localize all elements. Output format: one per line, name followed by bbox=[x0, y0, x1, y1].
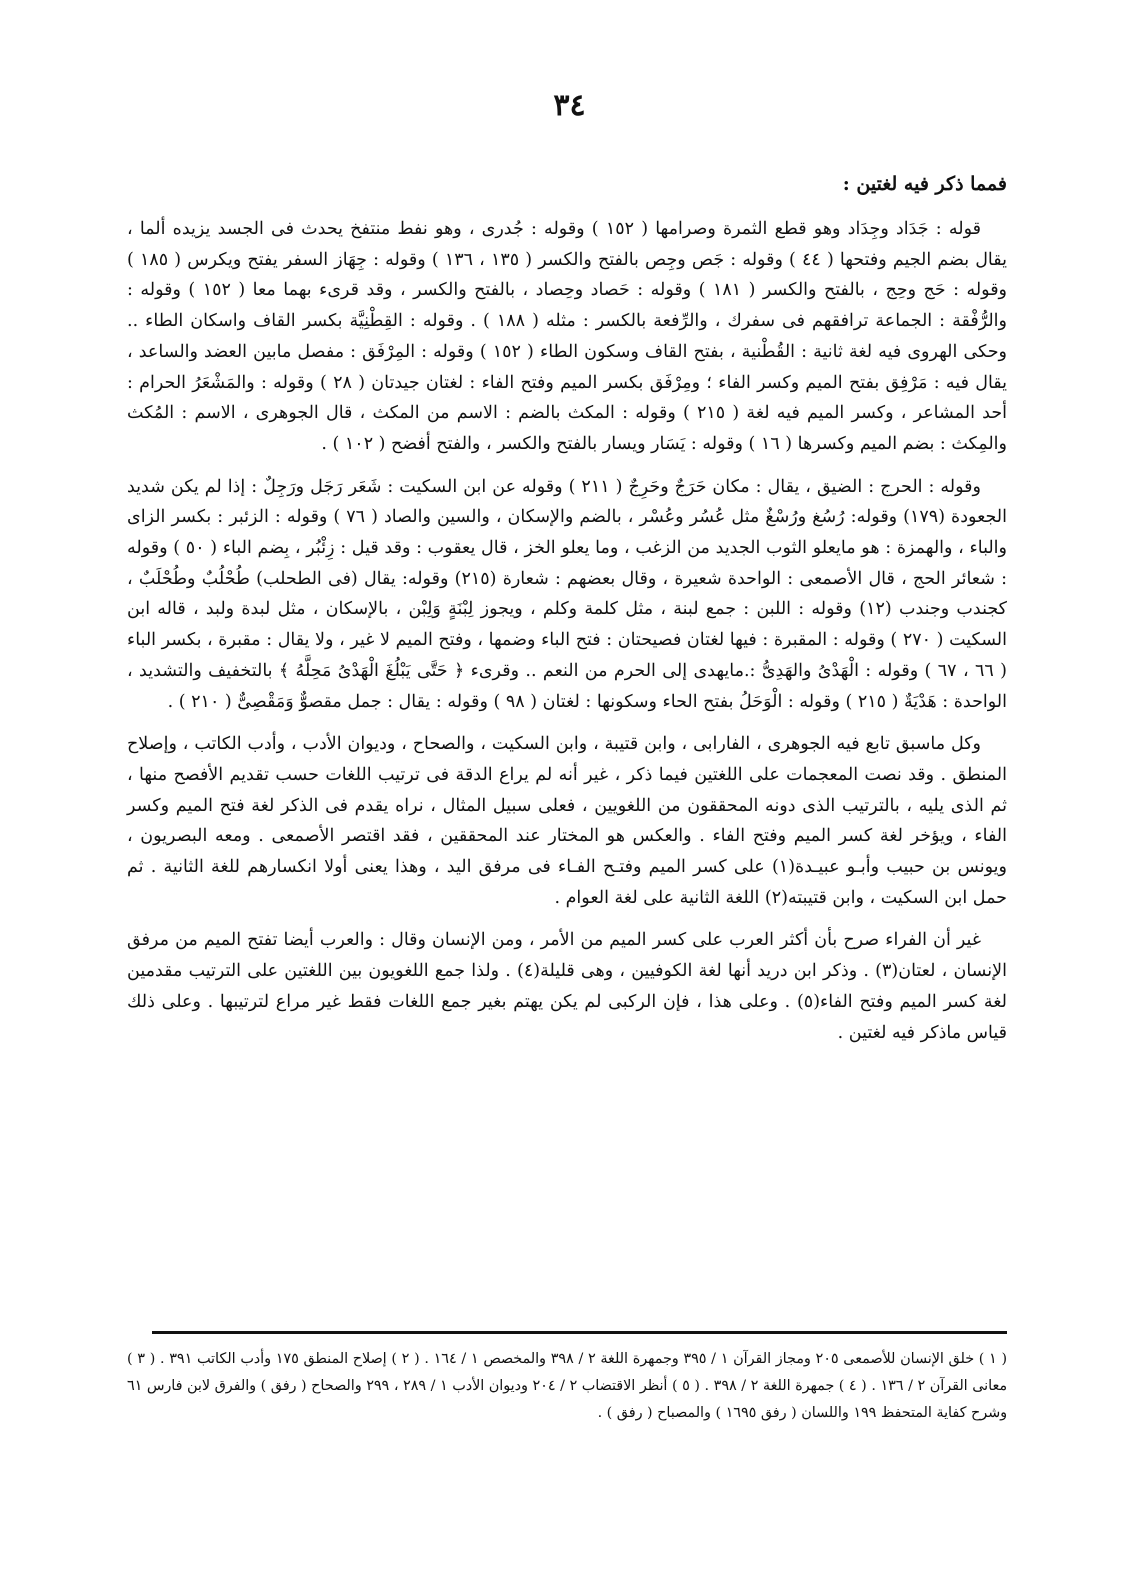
footnotes bbox=[127, 1346, 1007, 1427]
footnote-text: ( ١ ) خلق الإنسان للأصمعى ٢٠٥ ومجاز القرآن ١ / ٣٩٥ وجمهرة اللغة ٢ / ٣٩٨ والمخصص ١ / ١٦٤ . ( ٢ ) إصلاح المنطق ١٧٥ وأدب الكاتب ٣٩١ . ( ٣ ) معانى القرآن ٢ / ١٣٦ . ( ٤ ) جمهرة اللغة ٢ / ٣٩٨ . ( ٥ ) أنظر الاقتضاب ٢ / ٢٠٤ وديوان الأدب ١ / ٢٨٩ ، ٢٩٩ والصحاح ( رفق ) والفرق لابن فارس ٦١ وشرح كفاية المتحفظ ١٩٩ واللسان ( رفق ١٦٩٥ ) والمصباح ( رفق ) . bbox=[127, 1351, 1008, 1421]
paragraph-4: غير أن الفراء صرح بأن أكثر العرب على كسر الميم من الأمر ، ومن الإنسان وقال : والعرب أيضا تفتح الميم من مرفق الإنسان ، لعتان(٣) . وذكر ابن دريد أنها لغة الكوفيين ، وهى قليلة(٤) . ولذا جمع اللغويون بين اللغتين على الترتيب مقدمين لغة كسر الميم وفتح الفاء(٥) . وعلى هذا ، فإن الركبى لم يكن يهتم بغير جمع اللغات فقط غير مراع لترتيبها . وعلى ذلك قياس ماذكر فيه لغتين . bbox=[127, 930, 1007, 1043]
paragraph-2: وقوله : الحرج : الضيق ، يقال : مكان حَرَجٌ وحَرِجٌ ( ٢١١ ) وقوله عن ابن السكيت : شَعَر رَجَل ورَجِلٌ : إذا لم يكن شديد الجعودة (١٧٩) وقوله: رُسُغ ورُسْغٌ مثل عُسُر وعُسْر ، بالضم والإسكان ، والسين والصاد ( ٧٦ ) وقوله : الزئبر : بكسر الزاى والباء ، والهمزة : هو مايعلو الثوب الجديد من الزغب ، وما يعلو الخز ، قال يعقوب : وقد قيل : زِئْبُر ، بِضم الباء ( ٥٠ ) وقوله : شعائر الحج ، قال الأصمعى : الواحدة شعيرة ، وقال بعضهم : شعارة (٢١٥) وقوله: يقال (فى الطحلب) طُحْلُبٌ وطُحْلَبٌ ، كجندب وجندب (١٢) وقوله : اللبن : جمع لبنة ، مثل كلمة وكلم ، ويجوز لِبْنَةٍ وَلِبْن ، بالإسكان ، مثل لبدة ولبد ، قاله ابن السكيت ( ٢٧٠ ) وقوله : المقبرة : فيها لغتان فصيحتان : فتح الباء وضمها ، وفتح الميم لا غير ، ولا يقال : مقبرة ، بكسر الباء ( ٦٦ ، ٦٧ ) وقوله : الْهَدْىُ والهَدِىُّ :.مايهدى إلى الحرم من النعم .. وقرىء ﴿ حَتَّى يَبْلُغَ الْهَدْىُ مَحِلَّهُ ﴾ بالتخفيف والتشديد ، الواحدة : هَدْيَةٌ ( ٢١٥ ) وقوله : الْوَحَلُ بفتح الحاء وسكونها : لغتان ( ٩٨ ) وقوله : يقال : جمل مقصوٌّ وَمَقْصِىٌّ ( ٢١٠ ) . bbox=[127, 476, 1008, 712]
paragraph-3: وكل ماسبق تابع فيه الجوهرى ، الفارابى ، وابن قتيبة ، وابن السكيت ، والصحاح ، وديوان الأدب ، وأدب الكاتب ، وإصلاح المنطق . وقد نصت المعجمات على اللغتين فيما ذكر ، غير أنه لم يراع الدقة فى ترتيب اللغات حسب تقديم الأفصح منها ، ثم الذى يليه ، بالترتيب الذى دونه المحققون من اللغويين ، فعلى سبيل المثال ، نراه يقدم فى الذكر لغة فتح الميم وكسر الفاء ، ويؤخر لغة كسر الميم وفتح الفاء . والعكس هو المختار عند المحققين ، فقد اقتصر الأصمعى . ومعه البصريون ، ويونس بن حبيب وأبـو عبيـدة(١) على كسر الميم وفتـح الفـاء فى مرفق اليد ، وهذا يعنى أولا انكسارهم للغة الثانية . ثم حمل ابن السكيت ، وابن قتيبته(٢) اللغة الثانية على لغة العوام . bbox=[127, 734, 1008, 908]
page-number: ٣٤ bbox=[553, 88, 586, 123]
paragraph-1: قوله : جَدَاد وجِدَاد وهو قطع الثمرة وصرامها ( ١٥٢ ) وقوله : جُدرى ، وهو نفط منتفخ يحدث فى الجسد يزيده ألما ، يقال بضم الجيم وفتحها ( ٤٤ ) وقوله : جَص وجِص بالفتح والكسر ( ١٣٥ ، ١٣٦ ) وقوله : جِهَاز السفر يفتح ويكرس ( ١٨٥ ) وقوله : حَج وحِج ، بالفتح والكسر ( ١٨١ ) وقوله : حَصاد وحِصاد ، بالفتح والكسر ، وقد قرىء بهما معا ( ١٥٢ ) وقوله : والرُّفْقة : الجماعة ترافقهم فى سفرك ، والرِّفعة بالكسر : مثله ( ١٨٨ ) . وقوله : القِطْنِيَّة بكسر القاف واسكان الطاء .. وحكى الهروى فيه لغة ثانية : القُطْنية ، بفتح القاف وسكون الطاء ( ١٥٢ ) وقوله : المِرْفَق : مفصل مابين العضد والساعد ، يقال فيه : مَرْفِق بفتح الميم وكسر الفاء ؛ ومِرْفَق بكسر الميم وفتح الفاء : لغتان جيدتان ( ٢٨ ) وقوله : والمَشْعَرُ الحرام : أحد المشاعر ، وكسر الميم فيه لغة ( ٢١٥ ) وقوله : المكث بالضم : الاسم من المكث ، قال الجوهرى ، الاسم : المُكث والمِكث : بضم الميم وكسرها ( ١٦ ) وقوله : يَسَار ويسار بالفتح والكسر ، والفتح أفضح ( ١٠٢ ) . bbox=[127, 219, 1008, 454]
section-heading: فمما ذكر فيه لغتين : bbox=[842, 173, 1007, 195]
page-body bbox=[127, 168, 1007, 1060]
footnote-divider bbox=[152, 1331, 1007, 1334]
